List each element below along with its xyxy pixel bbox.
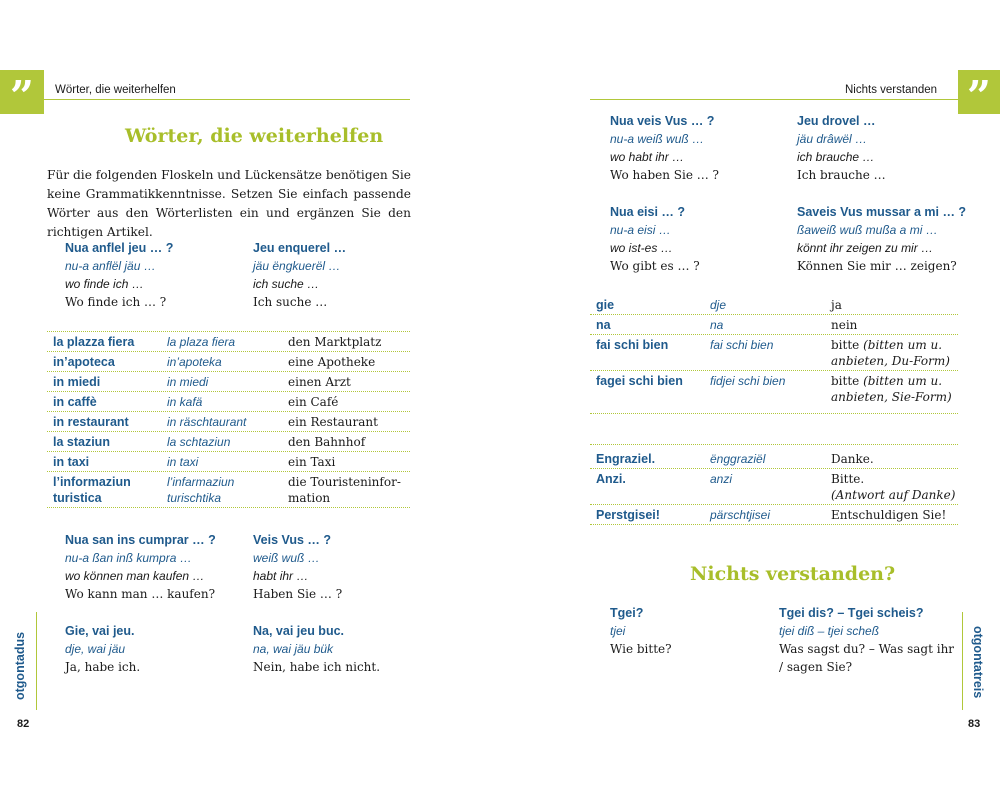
table-row <box>590 469 958 505</box>
phrase-pronunciation: dje, wai jäu <box>65 642 126 656</box>
phrase-german: Wo kann man … kaufen? <box>65 587 216 601</box>
phrase-source: Jeu enquerel … <box>253 241 347 255</box>
vocab-pronunciation: in miedi <box>167 375 209 389</box>
vocab-pronunciation: ënggraziël <box>710 452 766 466</box>
vocab-meaning-note: (bitten um u. anbieten, Du-Form) <box>831 338 950 368</box>
phrase-block <box>253 622 443 676</box>
vocab-term: Perstgisei! <box>596 508 660 522</box>
vocab-meaning: den Marktplatz <box>288 335 382 349</box>
vocab-pronunciation: la plaza fiera <box>167 335 236 349</box>
phrase-block <box>253 531 443 603</box>
vocab-table-right <box>590 295 958 525</box>
header-rule-left <box>44 99 410 100</box>
vocab-term: in miedi <box>53 375 101 389</box>
vocab-meaning: bitte <box>831 338 860 352</box>
phrase-source: Tgei dis? – Tgei scheis? <box>779 606 924 620</box>
vocab-meaning: den Bahnhof <box>288 435 366 449</box>
phrase-literal: wo ist-es … <box>610 241 673 255</box>
vocab-pronunciation: fai schi bien <box>710 338 774 352</box>
vocab-term: in taxi <box>53 455 90 469</box>
running-head-right: Nichts verstanden <box>845 84 938 96</box>
side-rule-left <box>36 612 37 710</box>
vocab-term: in caffè <box>53 395 97 409</box>
vocab-table-left <box>47 331 410 508</box>
phrase-block <box>797 203 987 275</box>
vocab-meaning: Entschuldigen Sie! <box>831 508 947 522</box>
vocab-term: Engraziel. <box>596 452 656 466</box>
vocab-meaning-cell <box>831 469 958 504</box>
vocab-meaning: ein Restaurant <box>288 415 378 429</box>
phrase-source: Nua veis Vus … ? <box>610 114 715 128</box>
quote-mark-icon: ” <box>958 70 1000 114</box>
phrase-pronunciation: nu-a weiß wuß … <box>610 132 705 146</box>
vocab-meaning-note: (bitten um u. anbieten, Sie-Form) <box>831 374 952 404</box>
side-tab-left: otgontadus <box>13 631 27 700</box>
phrase-source: Jeu drovel … <box>797 114 876 128</box>
phrase-source: Nua san ins cumprar … ? <box>65 533 216 547</box>
phrase-pronunciation: nu-a anflël jäu … <box>65 259 156 273</box>
phrase-literal: wo können man kaufen … <box>65 569 205 583</box>
vocab-pronunciation: in räschtaurant <box>167 415 247 429</box>
vocab-term: in restaurant <box>53 415 129 429</box>
vocab-term: gie <box>596 298 615 312</box>
page-number-right: 83 <box>968 718 981 730</box>
phrase-pronunciation: na, wai jäu bük <box>253 642 334 656</box>
vocab-pronunciation: dje <box>710 298 727 312</box>
table-row <box>590 371 958 414</box>
vocab-meaning: bitte <box>831 374 860 388</box>
phrase-german: Wo haben Sie … ? <box>610 168 719 182</box>
phrase-german: Wie bitte? <box>610 642 672 656</box>
table-gap <box>590 414 958 444</box>
phrase-source: Veis Vus … ? <box>253 533 332 547</box>
vocab-meaning: eine Apotheke <box>288 355 376 369</box>
vocab-pronunciation: in taxi <box>167 455 199 469</box>
vocab-meaning: Danke. <box>831 452 874 466</box>
vocab-pronunciation: la schtaziun <box>167 435 231 449</box>
table-row <box>590 315 958 335</box>
vocab-pronunciation: pärschtjisei <box>710 508 771 522</box>
table-row <box>47 412 410 432</box>
vocab-term: Anzi. <box>596 472 626 486</box>
phrase-pronunciation: tjei diß – tjei scheß <box>779 624 880 638</box>
phrase-block <box>65 622 255 676</box>
phrase-literal: ich suche … <box>253 277 320 291</box>
table-row <box>47 432 410 452</box>
vocab-meaning-note: (Antwort auf Danke) <box>831 488 956 502</box>
phrase-german: Haben Sie … ? <box>253 587 343 601</box>
vocab-meaning: nein <box>831 318 858 332</box>
vocab-term: na <box>596 318 611 332</box>
phrase-block <box>610 203 800 275</box>
running-head-left: Wörter, die weiterhelfen <box>55 84 176 96</box>
phrase-source: Nua anflel jeu … ? <box>65 241 174 255</box>
phrase-block <box>779 604 957 676</box>
table-row <box>47 472 410 508</box>
vocab-pronunciation: in kafä <box>167 395 203 409</box>
vocab-meaning-cell <box>831 371 958 413</box>
phrase-literal: wo habt ihr … <box>610 150 685 164</box>
phrase-pronunciation: ßaweiß wuß mußa a mi … <box>797 223 938 237</box>
phrase-pronunciation: nu-a eisi … <box>610 223 671 237</box>
phrase-german: Ja, habe ich. <box>65 660 141 674</box>
phrase-block <box>797 112 987 184</box>
phrase-pronunciation: weiß wuß … <box>253 551 320 565</box>
phrase-german: Wo gibt es … ? <box>610 259 700 273</box>
phrase-literal: ich brauche … <box>797 150 875 164</box>
phrase-literal: könnt ihr zeigen zu mir … <box>797 241 934 255</box>
vocab-pronunciation: fidjei schi bien <box>710 374 786 388</box>
vocab-term: l’informaziun turistica <box>53 475 131 505</box>
phrase-pronunciation: tjei <box>610 624 626 638</box>
vocab-term: in’apoteca <box>53 355 115 369</box>
phrase-block <box>253 239 443 311</box>
table-row <box>590 335 958 371</box>
vocab-term: fai schi bien <box>596 338 669 352</box>
phrase-literal: wo finde ich … <box>65 277 144 291</box>
section-title-right: Nichts verstanden? <box>690 563 896 585</box>
vocab-pronunciation: na <box>710 318 724 332</box>
table-row <box>47 332 410 352</box>
table-row <box>47 452 410 472</box>
phrase-source: Na, vai jeu buc. <box>253 624 345 638</box>
phrase-german: Nein, habe ich nicht. <box>253 660 381 674</box>
vocab-meaning-cell <box>831 335 958 370</box>
phrase-source: Nua eisi … ? <box>610 205 686 219</box>
intro-paragraph: Für die folgenden Floskeln und Lückensätze benötigen Sie keine Grammatikkenntnisse. Setzen Sie einfach passende Wörter aus den Wörterlisten ein und ergänzen Sie den richtigen Artikel. <box>47 168 412 239</box>
side-tab-right: otgontatreis <box>971 626 985 699</box>
header-rule-right <box>590 99 958 100</box>
phrase-source: Saveis Vus mussar a mi … ? <box>797 205 967 219</box>
phrase-pronunciation: nu-a ßan inß kumpra … <box>65 551 192 565</box>
table-row <box>47 392 410 412</box>
vocab-meaning: die Touristeninfor-mation <box>288 475 401 505</box>
vocab-pronunciation: in’apoteka <box>167 355 222 369</box>
vocab-meaning: ja <box>831 298 842 312</box>
vocab-pronunciation: l’infarmaziun turischtika <box>167 475 235 505</box>
phrase-block <box>610 604 800 658</box>
phrase-pronunciation: jäu drâwël … <box>797 132 868 146</box>
phrase-source: Tgei? <box>610 606 644 620</box>
vocab-term: fagei schi bien <box>596 374 683 388</box>
phrase-german: Können Sie mir … zeigen? <box>797 259 957 273</box>
phrase-german: Was sagst du? – Was sagt ihr / sagen Sie? <box>779 642 955 674</box>
page-number-left: 82 <box>17 718 30 730</box>
phrase-block <box>65 239 255 311</box>
table-row <box>47 352 410 372</box>
vocab-pronunciation: anzi <box>710 472 733 486</box>
vocab-term: la staziun <box>53 435 110 449</box>
vocab-meaning: einen Arzt <box>288 375 351 389</box>
table-row <box>590 444 958 469</box>
side-rule-right <box>962 612 963 710</box>
table-row <box>590 505 958 525</box>
table-row <box>47 372 410 392</box>
vocab-meaning: Bitte. <box>831 472 865 486</box>
phrase-block <box>610 112 800 184</box>
phrase-pronunciation: jäu ëngkuerël … <box>253 259 341 273</box>
vocab-meaning: ein Taxi <box>288 455 336 469</box>
vocab-meaning: ein Café <box>288 395 339 409</box>
phrase-german: Ich suche … <box>253 295 328 309</box>
phrase-german: Wo finde ich … ? <box>65 295 167 309</box>
vocab-term: la plazza fiera <box>53 335 135 349</box>
phrase-german: Ich brauche … <box>797 168 886 182</box>
quote-mark-icon: ” <box>0 70 44 114</box>
phrase-block <box>65 531 255 603</box>
table-row <box>590 295 958 315</box>
phrase-literal: habt ihr … <box>253 569 309 583</box>
section-title-left: Wörter, die weiterhelfen <box>125 125 384 147</box>
phrase-source: Gie, vai jeu. <box>65 624 135 638</box>
